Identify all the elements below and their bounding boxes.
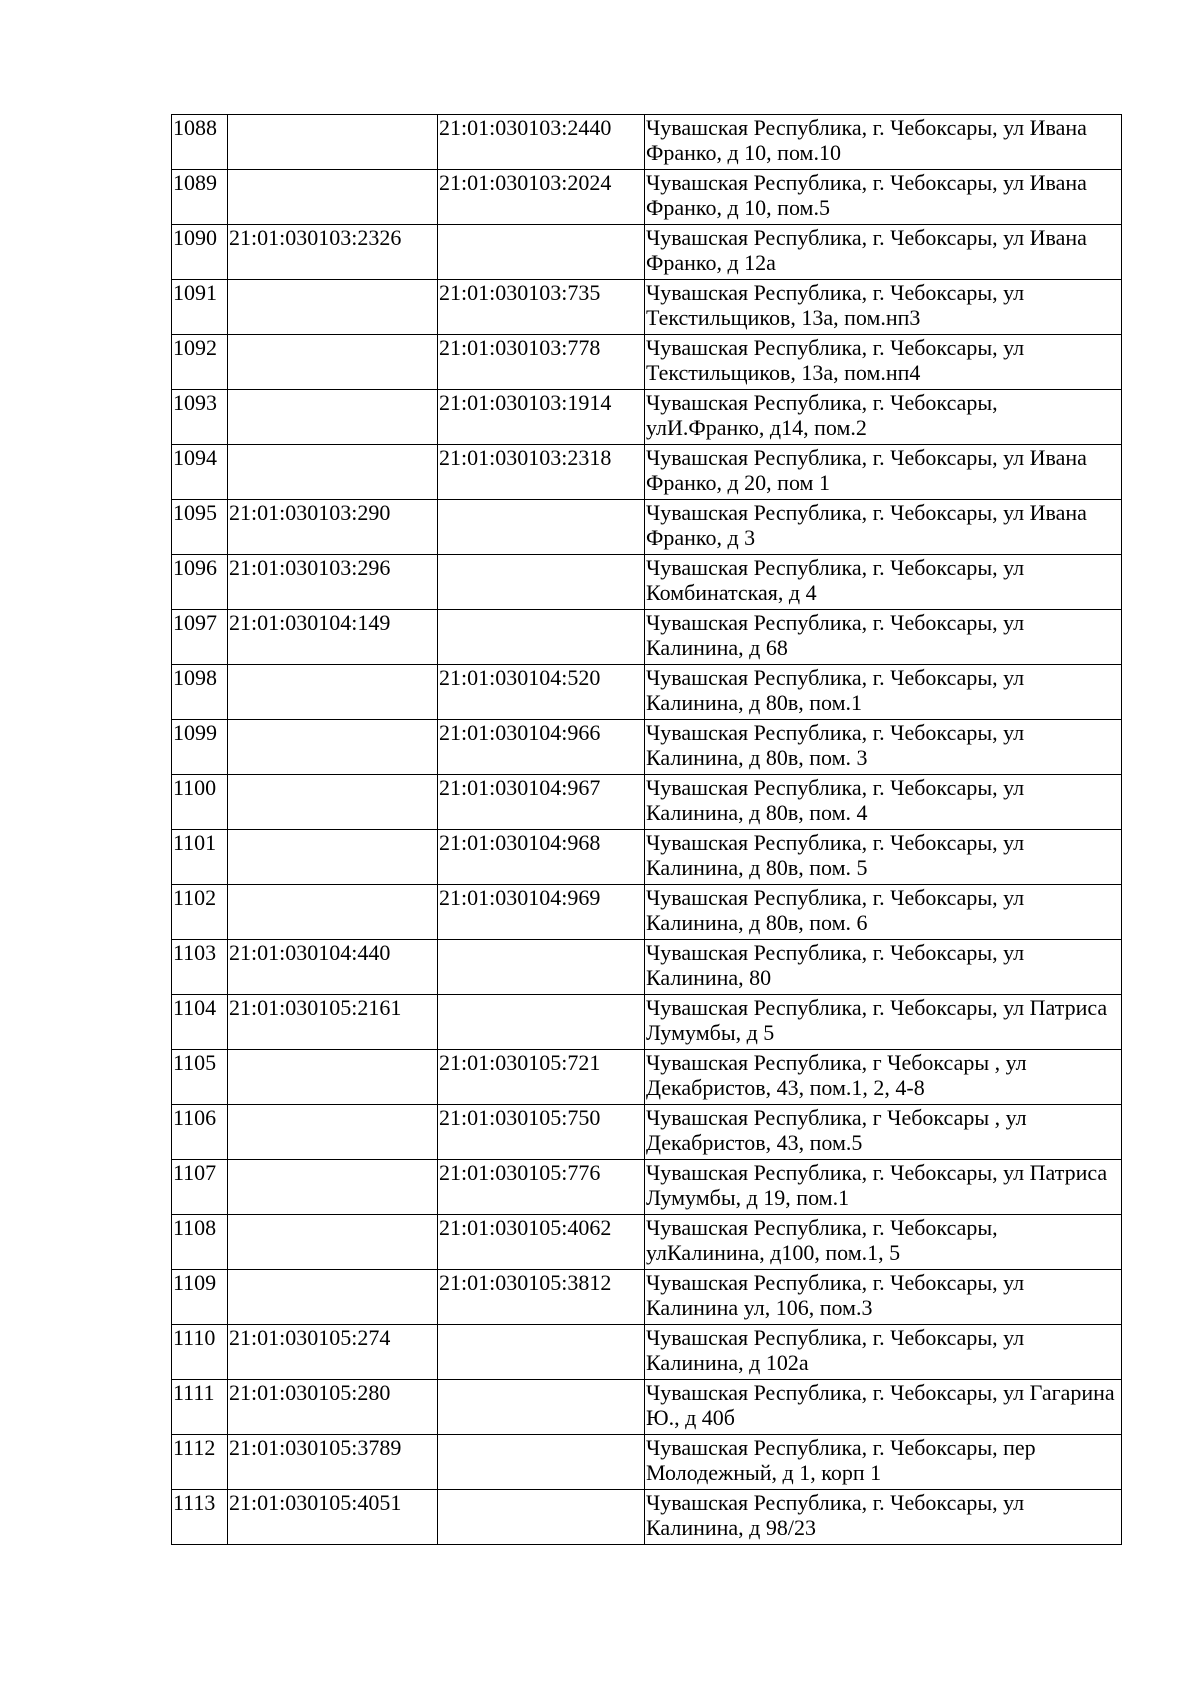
table-row xyxy=(172,225,1122,280)
row-number-cell: 1103 xyxy=(172,940,228,995)
address-cell: Чувашская Республика, г. Чебоксары, ул Калинина, д 98/23 xyxy=(645,1490,1122,1545)
table-row xyxy=(172,280,1122,335)
address-cell: Чувашская Республика, г. Чебоксары, улКалинина, д100, пом.1, 5 xyxy=(645,1215,1122,1270)
object-cadastral-number-cell: 21:01:030104:968 xyxy=(438,830,645,885)
row-number-cell: 1088 xyxy=(172,115,228,170)
object-cadastral-number-cell: 21:01:030104:520 xyxy=(438,665,645,720)
row-number-cell: 1096 xyxy=(172,555,228,610)
object-cadastral-number-cell xyxy=(438,225,645,280)
table-row xyxy=(172,1490,1122,1545)
object-cadastral-number-cell: 21:01:030105:776 xyxy=(438,1160,645,1215)
object-cadastral-number-cell: 21:01:030105:4062 xyxy=(438,1215,645,1270)
row-number-cell: 1108 xyxy=(172,1215,228,1270)
address-cell: Чувашская Республика, г. Чебоксары, ул Калинина, д 80в, пом. 5 xyxy=(645,830,1122,885)
object-cadastral-number-cell: 21:01:030104:967 xyxy=(438,775,645,830)
address-cell: Чувашская Республика, г. Чебоксары, ул Ивана Франко, д 12а xyxy=(645,225,1122,280)
table-row xyxy=(172,940,1122,995)
object-cadastral-number-cell xyxy=(438,1490,645,1545)
address-cell: Чувашская Республика, г. Чебоксары, ул Патриса Лумумбы, д 5 xyxy=(645,995,1122,1050)
land-cadastral-number-cell xyxy=(228,720,438,775)
land-cadastral-number-cell: 21:01:030103:296 xyxy=(228,555,438,610)
object-cadastral-number-cell xyxy=(438,1380,645,1435)
row-number-cell: 1100 xyxy=(172,775,228,830)
address-cell: Чувашская Республика, г Чебоксары , ул Декабристов, 43, пом.1, 2, 4-8 xyxy=(645,1050,1122,1105)
address-cell: Чувашская Республика, г. Чебоксары, ул Калинина, д 68 xyxy=(645,610,1122,665)
row-number-cell: 1101 xyxy=(172,830,228,885)
land-cadastral-number-cell: 21:01:030105:274 xyxy=(228,1325,438,1380)
object-cadastral-number-cell xyxy=(438,610,645,665)
row-number-cell: 1110 xyxy=(172,1325,228,1380)
table-row xyxy=(172,610,1122,665)
row-number-cell: 1102 xyxy=(172,885,228,940)
table-row xyxy=(172,170,1122,225)
address-cell: Чувашская Республика, г. Чебоксары, ул Ивана Франко, д 20, пом 1 xyxy=(645,445,1122,500)
address-cell: Чувашская Республика, г. Чебоксары, ул Калинина, д 102а xyxy=(645,1325,1122,1380)
table-row xyxy=(172,995,1122,1050)
table-row xyxy=(172,1435,1122,1490)
object-cadastral-number-cell: 21:01:030103:1914 xyxy=(438,390,645,445)
object-cadastral-number-cell: 21:01:030103:2440 xyxy=(438,115,645,170)
property-registry-table xyxy=(171,114,1122,1545)
table-row xyxy=(172,1380,1122,1435)
object-cadastral-number-cell: 21:01:030104:969 xyxy=(438,885,645,940)
address-cell: Чувашская Республика, г. Чебоксары, ул Калинина, д 80в, пом. 6 xyxy=(645,885,1122,940)
land-cadastral-number-cell: 21:01:030104:149 xyxy=(228,610,438,665)
table-row xyxy=(172,335,1122,390)
address-cell: Чувашская Республика, г. Чебоксары, ул Калинина, 80 xyxy=(645,940,1122,995)
land-cadastral-number-cell xyxy=(228,1160,438,1215)
land-cadastral-number-cell: 21:01:030105:4051 xyxy=(228,1490,438,1545)
table-body xyxy=(172,115,1122,1545)
address-cell: Чувашская Республика, г. Чебоксары, ул Калинина ул, 106, пом.3 xyxy=(645,1270,1122,1325)
address-cell: Чувашская Республика, г. Чебоксары, ул Текстильщиков, 13а, пом.нп3 xyxy=(645,280,1122,335)
address-cell: Чувашская Республика, г. Чебоксары, ул Ивана Франко, д 10, пом.5 xyxy=(645,170,1122,225)
row-number-cell: 1105 xyxy=(172,1050,228,1105)
address-cell: Чувашская Республика, г. Чебоксары, ул Калинина, д 80в, пом. 4 xyxy=(645,775,1122,830)
table-row xyxy=(172,830,1122,885)
table-row xyxy=(172,500,1122,555)
address-cell: Чувашская Республика, г. Чебоксары, ул Текстильщиков, 13а, пом.нп4 xyxy=(645,335,1122,390)
object-cadastral-number-cell: 21:01:030103:778 xyxy=(438,335,645,390)
land-cadastral-number-cell: 21:01:030103:2326 xyxy=(228,225,438,280)
land-cadastral-number-cell xyxy=(228,335,438,390)
land-cadastral-number-cell xyxy=(228,115,438,170)
row-number-cell: 1109 xyxy=(172,1270,228,1325)
row-number-cell: 1095 xyxy=(172,500,228,555)
land-cadastral-number-cell xyxy=(228,390,438,445)
row-number-cell: 1111 xyxy=(172,1380,228,1435)
row-number-cell: 1107 xyxy=(172,1160,228,1215)
table-row xyxy=(172,1215,1122,1270)
address-cell: Чувашская Республика, г. Чебоксары, ул Калинина, д 80в, пом.1 xyxy=(645,665,1122,720)
table-row xyxy=(172,1270,1122,1325)
row-number-cell: 1098 xyxy=(172,665,228,720)
table-row xyxy=(172,665,1122,720)
table-row xyxy=(172,1325,1122,1380)
land-cadastral-number-cell: 21:01:030105:2161 xyxy=(228,995,438,1050)
row-number-cell: 1113 xyxy=(172,1490,228,1545)
table-row xyxy=(172,720,1122,775)
row-number-cell: 1092 xyxy=(172,335,228,390)
land-cadastral-number-cell xyxy=(228,885,438,940)
address-cell: Чувашская Республика, г. Чебоксары, ул Комбинатская, д 4 xyxy=(645,555,1122,610)
row-number-cell: 1094 xyxy=(172,445,228,500)
table-row xyxy=(172,555,1122,610)
object-cadastral-number-cell xyxy=(438,500,645,555)
row-number-cell: 1104 xyxy=(172,995,228,1050)
address-cell: Чувашская Республика, г. Чебоксары, улИ.Франко, д14, пом.2 xyxy=(645,390,1122,445)
address-cell: Чувашская Республика, г. Чебоксары, ул Ивана Франко, д 3 xyxy=(645,500,1122,555)
land-cadastral-number-cell xyxy=(228,1270,438,1325)
land-cadastral-number-cell: 21:01:030105:280 xyxy=(228,1380,438,1435)
land-cadastral-number-cell: 21:01:030105:3789 xyxy=(228,1435,438,1490)
land-cadastral-number-cell xyxy=(228,445,438,500)
address-cell: Чувашская Республика, г Чебоксары , ул Декабристов, 43, пом.5 xyxy=(645,1105,1122,1160)
land-cadastral-number-cell xyxy=(228,830,438,885)
land-cadastral-number-cell xyxy=(228,280,438,335)
row-number-cell: 1106 xyxy=(172,1105,228,1160)
object-cadastral-number-cell xyxy=(438,555,645,610)
table-row xyxy=(172,1050,1122,1105)
table-row xyxy=(172,1105,1122,1160)
address-cell: Чувашская Республика, г. Чебоксары, ул Ивана Франко, д 10, пом.10 xyxy=(645,115,1122,170)
land-cadastral-number-cell xyxy=(228,170,438,225)
row-number-cell: 1097 xyxy=(172,610,228,665)
object-cadastral-number-cell: 21:01:030105:3812 xyxy=(438,1270,645,1325)
object-cadastral-number-cell: 21:01:030105:750 xyxy=(438,1105,645,1160)
table-row xyxy=(172,445,1122,500)
row-number-cell: 1099 xyxy=(172,720,228,775)
address-cell: Чувашская Республика, г. Чебоксары, ул Патриса Лумумбы, д 19, пом.1 xyxy=(645,1160,1122,1215)
table-row xyxy=(172,1160,1122,1215)
land-cadastral-number-cell xyxy=(228,775,438,830)
object-cadastral-number-cell xyxy=(438,1435,645,1490)
row-number-cell: 1091 xyxy=(172,280,228,335)
address-cell: Чувашская Республика, г. Чебоксары, пер Молодежный, д 1, корп 1 xyxy=(645,1435,1122,1490)
table-row xyxy=(172,115,1122,170)
address-cell: Чувашская Республика, г. Чебоксары, ул Гагарина Ю., д 40б xyxy=(645,1380,1122,1435)
row-number-cell: 1093 xyxy=(172,390,228,445)
table-row xyxy=(172,390,1122,445)
row-number-cell: 1112 xyxy=(172,1435,228,1490)
land-cadastral-number-cell: 21:01:030103:290 xyxy=(228,500,438,555)
table-row xyxy=(172,775,1122,830)
address-cell: Чувашская Республика, г. Чебоксары, ул Калинина, д 80в, пом. 3 xyxy=(645,720,1122,775)
object-cadastral-number-cell: 21:01:030104:966 xyxy=(438,720,645,775)
land-cadastral-number-cell xyxy=(228,1215,438,1270)
table-row xyxy=(172,885,1122,940)
land-cadastral-number-cell xyxy=(228,1050,438,1105)
object-cadastral-number-cell: 21:01:030103:735 xyxy=(438,280,645,335)
land-cadastral-number-cell xyxy=(228,1105,438,1160)
land-cadastral-number-cell: 21:01:030104:440 xyxy=(228,940,438,995)
object-cadastral-number-cell xyxy=(438,995,645,1050)
object-cadastral-number-cell: 21:01:030103:2024 xyxy=(438,170,645,225)
row-number-cell: 1090 xyxy=(172,225,228,280)
object-cadastral-number-cell xyxy=(438,1325,645,1380)
row-number-cell: 1089 xyxy=(172,170,228,225)
object-cadastral-number-cell: 21:01:030103:2318 xyxy=(438,445,645,500)
object-cadastral-number-cell: 21:01:030105:721 xyxy=(438,1050,645,1105)
object-cadastral-number-cell xyxy=(438,940,645,995)
land-cadastral-number-cell xyxy=(228,665,438,720)
